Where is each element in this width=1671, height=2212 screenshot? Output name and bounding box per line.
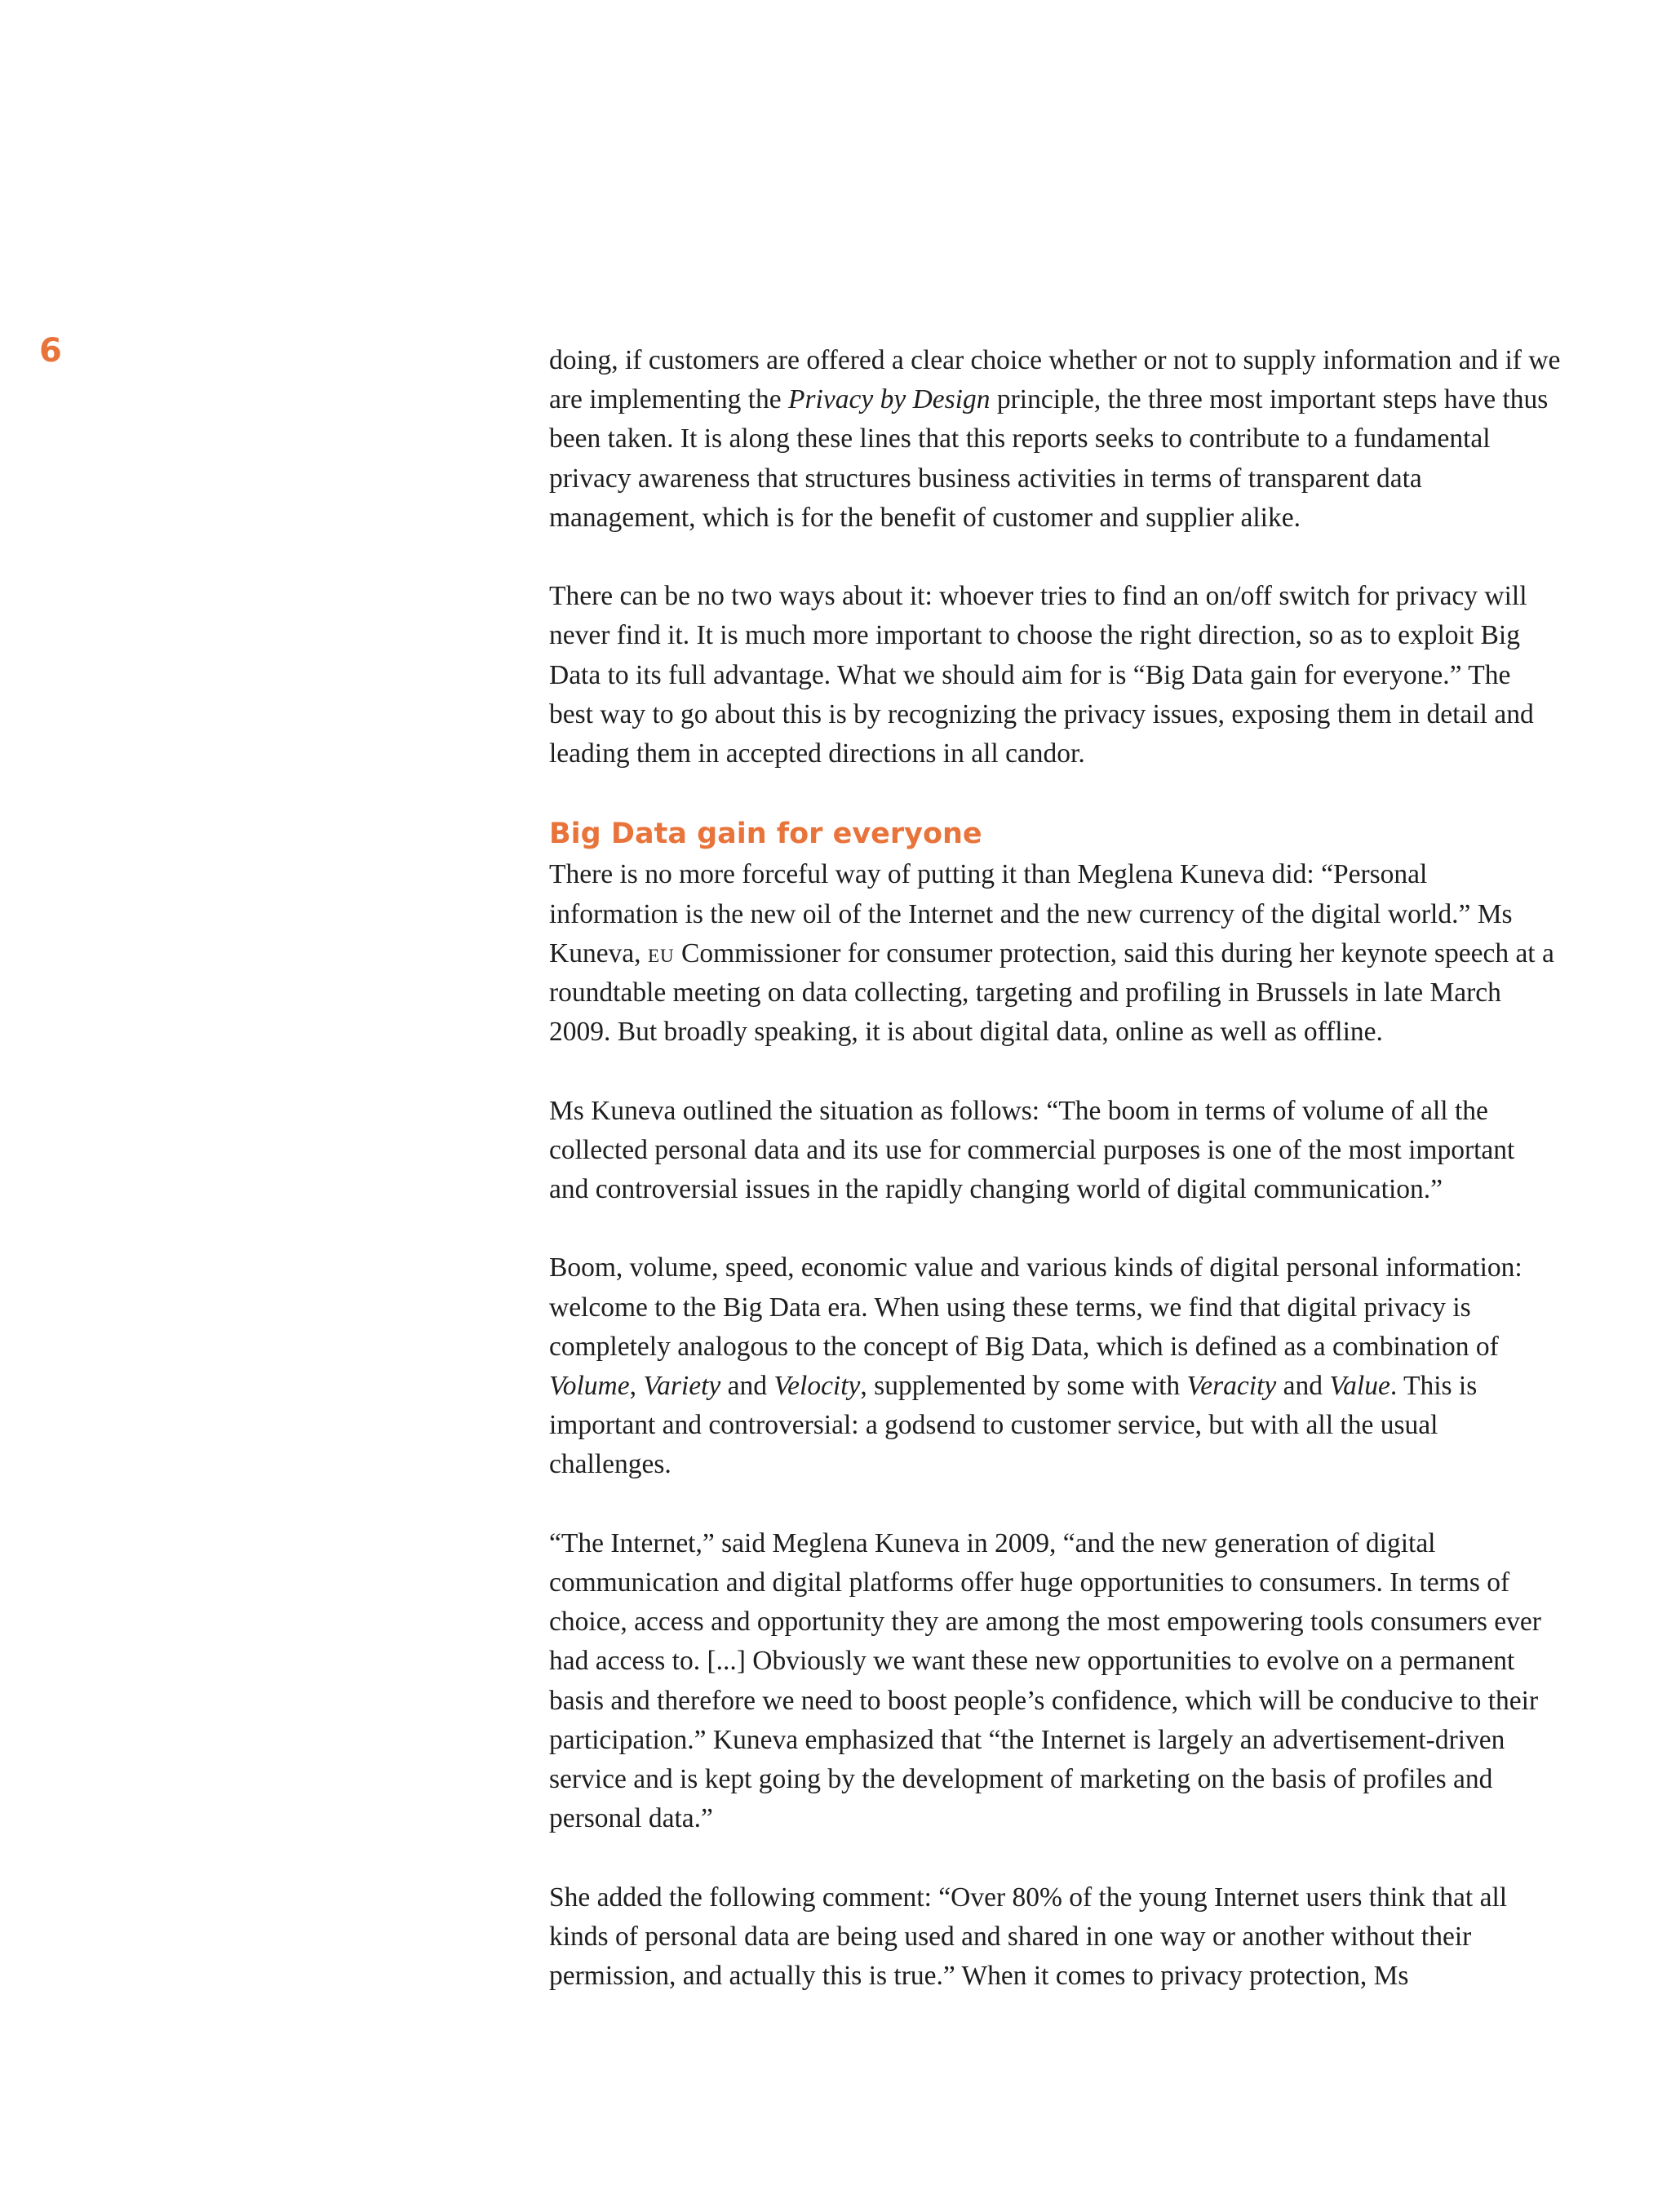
paragraph-text: and (720, 1371, 774, 1402)
section-heading: Big Data gain for everyone (549, 818, 982, 851)
paragraph-text: Commissioner for consumer protection, said this during her keynote speech at a roundtable meeting on data collecting, targeting and profiling in Brussels in late March 2009. But broadly speaking, it is about digital data, online as well as offline. (549, 938, 1554, 1048)
paragraph-text: Boom, volume, speed, economic value and various kinds of digital personal information: welcome to the Big Data era. When using these terms, we find that digital privacy is completely analogous to the concept of Big Data, which is defined as a combination of (549, 1252, 1523, 1362)
paragraph-text: , supplemented by some with (860, 1371, 1187, 1402)
emphasis-veracity: Veracity (1186, 1371, 1277, 1402)
paragraph-big-data-era (549, 1248, 1561, 1484)
emphasis-value: Value (1329, 1371, 1390, 1402)
paragraph-text: There is no more forceful way of putting it than Meglena Kuneva did: “Personal information is the new oil of the Internet and the new currency of the digital world.” Ms Kuneva, (549, 859, 1513, 969)
paragraph-kuneva-quote (549, 855, 1561, 1052)
paragraph-kuneva-outline: Ms Kuneva outlined the situation as follows: “The boom in terms of volume of all the collected personal data and its use for commercial purposes is one of the most important and controversial issues in the rapidly changing world of digital communication.” (549, 1095, 1515, 1205)
paragraph-privacy-by-design (549, 341, 1561, 538)
paragraph-internet-quote: “The Internet,” said Meglena Kuneva in 2009, “and the new generation of digital communication and digital platforms offer huge opportunities to consumers. In terms of choice, access and opportunity they are among the most empowering tools consumers ever had access to. [...] Obviously we want these new opportunities to evolve on a permanent basis and therefore we need to boost people’s confidence, which will be conducive to their participation.” Kuneva emphasized that “the Internet is largely an advertisement-driven service and is kept going by the development of marketing on the basis of profiles and personal data.” (549, 1527, 1541, 1834)
emphasis-velocity: Velocity (773, 1371, 861, 1402)
page-number: 6 (39, 332, 62, 370)
paragraph-text: and (1276, 1371, 1330, 1402)
paragraph-text: , (629, 1371, 644, 1402)
paragraph-text: . This is important and controversial: a godsend to customer service, but with all the usual challenges. (549, 1371, 1478, 1480)
emphasis-volume: Volume (549, 1371, 630, 1402)
paragraph-text: principle, the three most important steps have thus been taken. It is along these lines that this reports seeks to contribute to a fundamental privacy awareness that structures business activities in terms of transparent data management, which is for the benefit of customer and supplier alike. (549, 384, 1549, 533)
eu-abbreviation: eu (647, 938, 675, 969)
emphasis-variety: Variety (643, 1371, 721, 1402)
paragraph-text: doing, if customers are offered a clear choice whether or not to supply information and if we are implementing the (549, 345, 1561, 415)
paragraph-on-off-switch: There can be no two ways about it: whoever tries to find an on/off switch for privacy will never find it. It is much more important to choose the right direction, so as to exploit Big Data to its full advantage. What we should aim for is “Big Data gain for everyone.” The best way to go about this is by recognizing the privacy issues, exposing them in detail and leading them in accepted directions in all candor. (549, 581, 1534, 769)
emphasis-privacy-by-design: Privacy by Design (788, 384, 991, 415)
paragraph-young-users: She added the following comment: “Over 80% of the young Internet users think that all kinds of personal data are being used and shared in one way or another without their permission, and actually this is true.” When it comes to privacy protection, Ms (549, 1882, 1508, 1992)
article-body (549, 341, 1561, 1996)
